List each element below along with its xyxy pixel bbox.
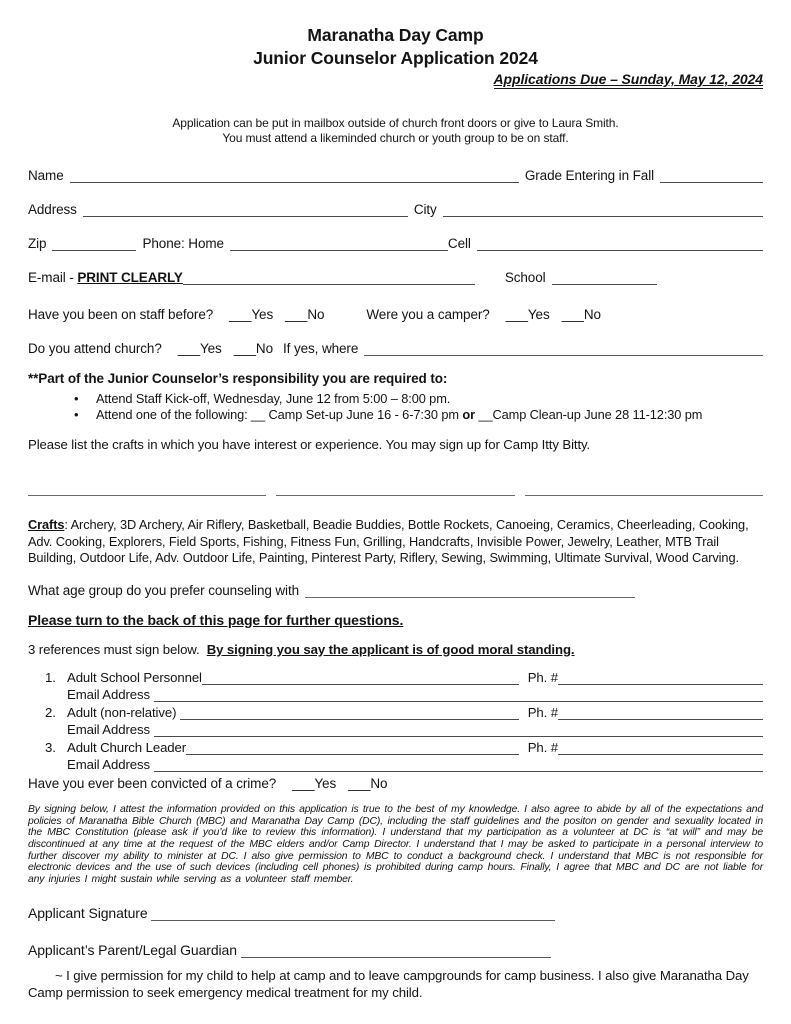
school-label: School (504, 270, 546, 285)
responsibility-item-setup-cleanup (96, 407, 763, 423)
reference-1-email-label: Email Address (67, 687, 154, 703)
reference-3-label: Adult Church Leader (67, 739, 187, 755)
kickoff-text: Attend Staff Kick-off, Wednesday, June 12 from 5:00 – 8:00 pm. (96, 391, 451, 406)
applications-due-date: Applications Due – Sunday, May 12, 2024 (493, 71, 763, 87)
due-date-row (28, 71, 763, 89)
grade-blank-line (660, 169, 763, 183)
crafts-blank-line-3 (525, 482, 763, 496)
reference-3-phone-label: Ph. # (524, 739, 558, 755)
crime-row (28, 776, 763, 791)
form-title-line2: Junior Counselor Application 2024 (253, 48, 538, 68)
reference-2-name-blank (180, 706, 519, 720)
cell-blank-line (477, 237, 763, 251)
grade-label: Grade Entering in Fall (524, 168, 654, 183)
reference-2-number: 2. (45, 704, 56, 720)
reference-2-row (28, 705, 763, 720)
phone-home-label: Phone: Home (142, 236, 224, 251)
reference-3-name-blank (186, 741, 519, 755)
cleanup-text: __Camp Clean-up June 28 11-12:30 pm (474, 407, 703, 422)
staff-camper-row (28, 307, 763, 322)
age-group-label: What age group do you prefer counseling with (28, 582, 300, 598)
crafts-paragraph (28, 517, 763, 566)
responsibility-heading: **Part of the Junior Counselor’s responsibility you are required to: (28, 371, 448, 386)
reference-2-email-label: Email Address (67, 722, 154, 738)
references-intro-plain: 3 references must sign below. (28, 641, 207, 657)
parent-permission-text: ~ I give permission for my child to help at camp and to leave campgrounds for camp business. I also give Maranatha Day Camp permission to seek emergency medical treatment for my child. (28, 968, 749, 1001)
turn-back-note: Please turn to the back of this page for further questions. (28, 611, 404, 628)
reference-3-row (28, 740, 763, 755)
crime-no: ___No (348, 776, 388, 792)
crime-question: Have you ever been convicted of a crime? (28, 776, 277, 792)
name-grade-row (28, 168, 763, 183)
age-group-row (28, 583, 763, 598)
crafts-blank-line-2 (276, 482, 514, 496)
reference-1-label: Adult School Personnel (67, 669, 202, 685)
applicant-signature-row (28, 905, 763, 921)
guardian-signature-row (28, 942, 763, 958)
school-blank-line (552, 271, 657, 285)
reference-1-phone-label: Ph. # (524, 669, 558, 685)
church-yes: ___Yes (177, 341, 222, 356)
reference-1-email-blank (154, 688, 763, 702)
reference-2-email-blank (154, 723, 763, 737)
reference-1-number: 1. (45, 669, 56, 685)
setup-text: Attend one of the following: __ Camp Set-up June 16 - 6-7:30 pm (96, 407, 463, 422)
zip-label: Zip (28, 236, 47, 251)
crime-yes: ___Yes (292, 776, 337, 792)
reference-3-email-label: Email Address (67, 757, 154, 773)
crafts-intro: Please list the crafts in which you have interest or experience. You may sign up for Camp Itty Bitty. (28, 437, 591, 452)
crafts-list: : Archery, 3D Archery, Air Riflery, Basketball, Beadie Buddies, Bottle Rockets, Canoeing, Ceramics, Cheerleading, Cooking, Adv. Cooking, Explorers, Field Sports, Fishing, Fitness Fun, Grilling, Handcrafts, Invisible Power, Jewelry, Leather, MTB Trail Building, Outdoor Life, Adv. Outdoor Life, Painting, Pinterest Party, Riflery, Sewing, Swimming, Ultimate Survival, Wood Carving. (28, 517, 749, 566)
crafts-label: Crafts (28, 517, 65, 533)
crafts-blank-line-1 (28, 482, 266, 496)
church-where-label: If yes, where (283, 341, 359, 356)
city-blank-line (443, 203, 763, 217)
responsibility-list (28, 391, 763, 423)
staff-before-question: Have you been on staff before? (28, 307, 214, 322)
guardian-signature-label: Applicant’s Parent/Legal Guardian (28, 942, 241, 959)
reference-3-number: 3. (45, 739, 56, 755)
email-print-clearly-label: PRINT CLEARLY (77, 270, 183, 285)
legal-agreement-text: By signing below, I attest the information provided on this application is true to the best of my knowledge. I also agree to abide by all of the expectations and policies of Maranatha Bible Church (MBC) and Maranatha Day Camp (DC), including the staff guidelines and the positon on gender and sexuality located in the MBC Constitution (please ask if you’d like to review this information). I understand that my participation as a volunteer at DC is “at will” and may be discontinued at any time at the request of the MBC elders and/or Camp Director. I understand that I may be asked to participate in a personal interview to further discover my ability to minister at DC. I also give permission to MBC to conduct a background check. I understand that MBC is not responsible for electronic devices and the use of such devices (including cell phones) is prohibited during camp hours. Finally, I agree that MBC and DC are not liable for any injuries I might sustain while serving as a volunteer staff member. (28, 804, 764, 885)
email-blank-line (183, 271, 475, 285)
age-group-blank-line (305, 584, 635, 598)
home-phone-blank-line (230, 237, 448, 251)
reference-3-email-row (28, 757, 763, 772)
cell-label: Cell (447, 236, 471, 251)
camper-no: ___No (561, 307, 601, 322)
instruction-line2: You must attend a likeminded church or youth group to be on staff. (222, 130, 569, 145)
reference-3-email-blank (154, 758, 763, 772)
church-row (28, 341, 763, 356)
reference-2-email-row (28, 722, 763, 737)
city-label: City (413, 202, 437, 217)
applicant-signature-label: Applicant Signature (28, 905, 152, 922)
reference-1-phone-blank (558, 671, 763, 685)
applicant-signature-blank (151, 907, 555, 921)
address-city-row (28, 202, 763, 217)
or-text: or (462, 407, 475, 422)
name-label: Name (28, 168, 64, 183)
zip-phone-row (28, 236, 763, 251)
church-no: ___No (233, 341, 273, 356)
email-label: E-mail - (28, 270, 78, 285)
reference-3-phone-blank (558, 741, 763, 755)
reference-1-email-row (28, 687, 763, 702)
crafts-blank-lines (28, 482, 763, 496)
instruction-line1: Application can be put in mailbox outside of church front doors or give to Laura Smith. (172, 116, 619, 130)
references-intro-bold: By signing you say the applicant is of good moral standing. (206, 641, 575, 657)
staff-before-no: ___No (285, 307, 325, 322)
reference-2-label: Adult (non-relative) (67, 704, 180, 720)
staff-before-yes: ___Yes (229, 307, 274, 322)
name-blank-line (70, 169, 519, 183)
email-school-row (28, 270, 763, 285)
references-intro (28, 642, 763, 657)
zip-blank-line (52, 237, 136, 251)
form-title-line1: Maranatha Day Camp (307, 25, 484, 45)
camper-yes: ___Yes (505, 307, 550, 322)
reference-1-row (28, 670, 763, 685)
instructions (28, 116, 763, 145)
camper-question: Were you a camper? (366, 307, 490, 322)
reference-2-phone-label: Ph. # (524, 704, 558, 720)
church-where-blank-line (364, 342, 763, 356)
guardian-signature-blank (241, 944, 551, 958)
address-blank-line (83, 203, 408, 217)
address-label: Address (28, 202, 77, 217)
church-question: Do you attend church? (28, 341, 162, 356)
reference-1-name-blank (202, 671, 519, 685)
responsibility-item-kickoff (96, 391, 763, 407)
reference-2-phone-blank (558, 706, 763, 720)
